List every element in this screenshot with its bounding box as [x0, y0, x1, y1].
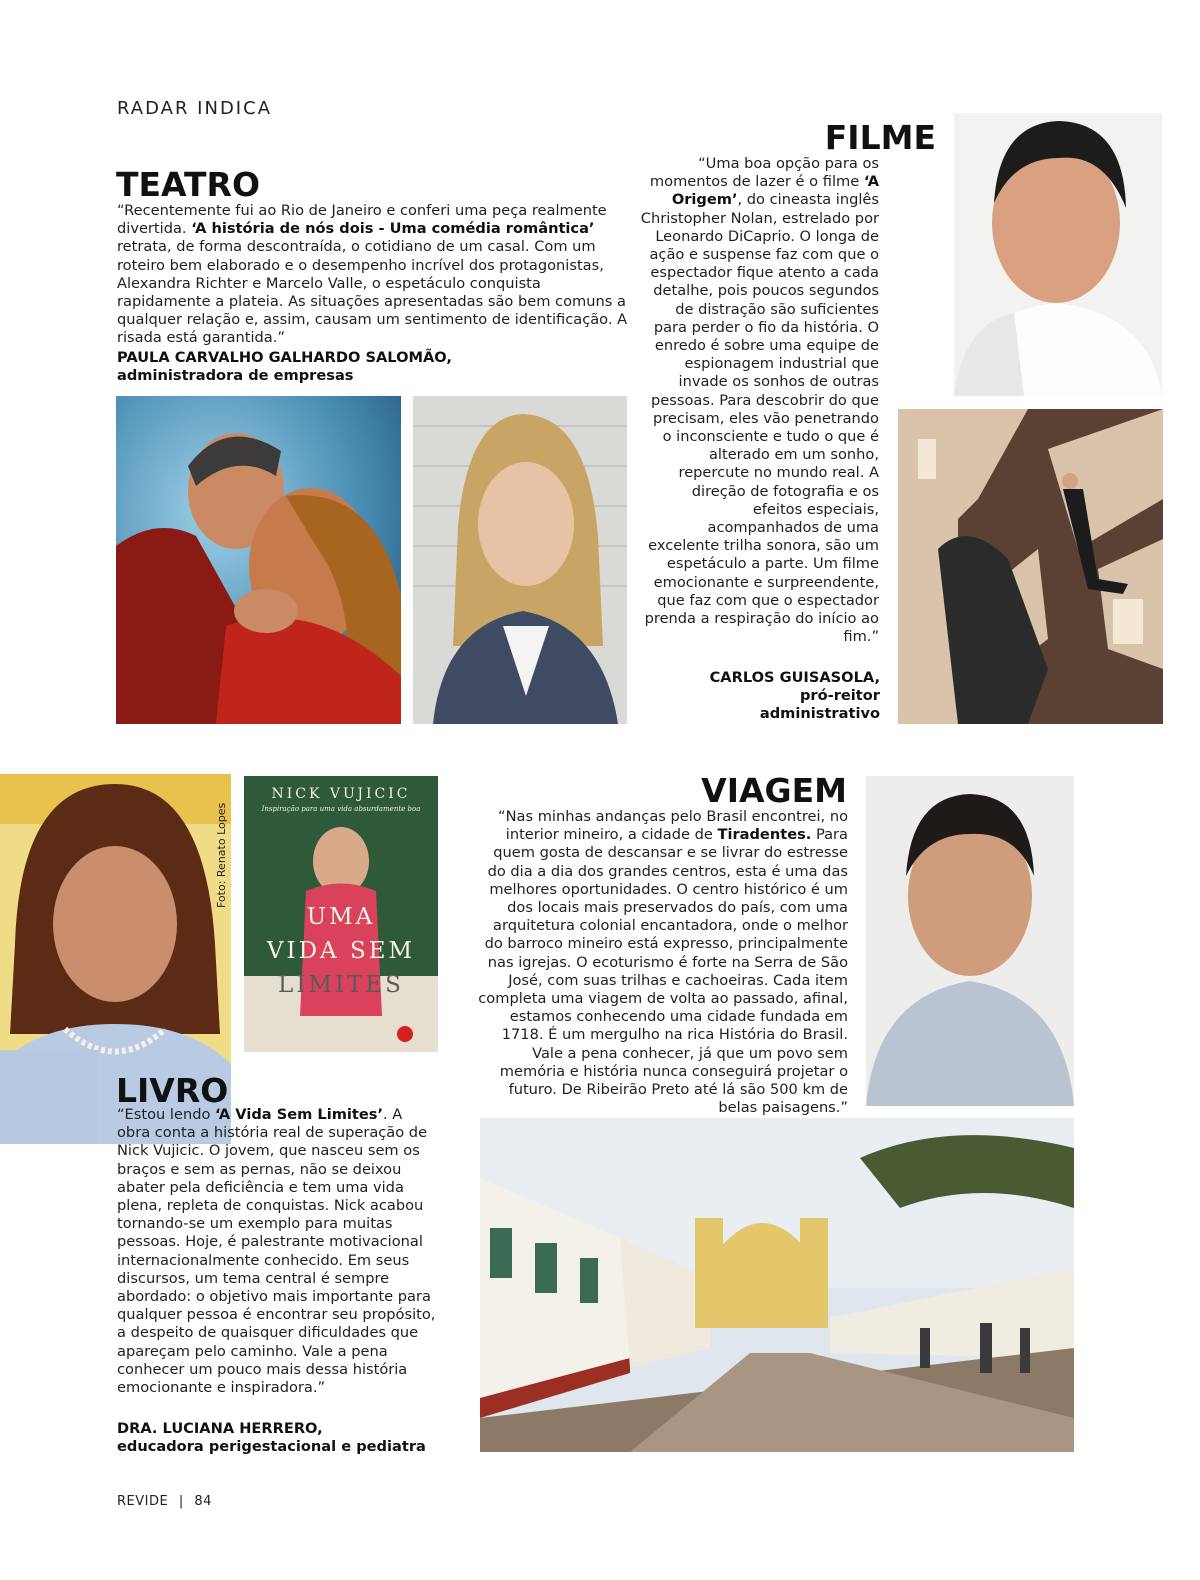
livro-signature-role: educadora perigestacional e pediatra: [117, 1438, 426, 1456]
book-title-line-3: LIMITES: [278, 972, 404, 998]
filme-text-body-flow: , do cineasta inglês Christopher Nolan, estrelado por Leonardo DiCaprio. O longa de ação e suspense faz com que o espectador fique atento a cada detalhe, pois poucos segundos de distração são suficientes para perder o fio da história. O enredo é sobre uma equipe de espionagem industrial que invade os sonhos de outras pessoas. Para descobrir do que precisam, eles vão penetrando o inconsciente e tudo o que é alterado em um sonho, repercute no mundo real. A direção de fotografia e os efeitos especiais, acompanhados de uma excelente trilha sonora, são um espetáculo a parte. Um filme emocionante e surpreendente, que faz com que o espectador prenda a respiração do início ao fim.”: [640, 191, 879, 646]
teatro-text-body: retrata, de forma descontraída, o cotidiano de um casal. Com um roteiro bem elaborado e o desempenho incrível dos protagonistas, Alexandra Richter e Marcelo Valle, o espetáculo conquista rapidamente a plateia. As situações apresentadas são bem comuns a qualquer relação e, assim, causam um sentimento de identificação. A risada está garantida.”: [117, 238, 628, 347]
book-title-line-1: UMA: [306, 904, 376, 930]
livro-text-body: . A obra conta a história real de superação de Nick Vujicic. O jovem, que nasceu sem os braços e sem as pernas, não se deixou abater pela deficiência e tem uma vida plena, repleta de conquistas. Nick acabou tornando-se um exemplo para muitas pessoas. Hoje, é palestrante motivacional internacionalmente conhecido. Em seus discursos, um tema central é sempre abordado: o objetivo mais importante para qualquer pessoa é encontrar seu propósito, a despeito de quaisquer dificuldades que apareçam pelo caminho. Vale a pena conhecer um pouco mais dessa história emocionante e inspiradora.”: [117, 1106, 436, 1397]
footer-page-number: 84: [194, 1494, 212, 1509]
book-cover-image: [244, 776, 438, 1052]
teatro-play-photo: [116, 396, 401, 724]
livro-signature: [117, 1420, 457, 1456]
livro-text-intro: “Estou lendo: [117, 1106, 216, 1123]
section-label: RADAR INDICA: [117, 98, 273, 119]
tiradentes-street-photo: [480, 1118, 1074, 1452]
teatro-signature: [117, 349, 637, 385]
teatro-text: [117, 202, 633, 348]
page-footer: [117, 1494, 212, 1509]
filme-heading: FILME: [824, 118, 936, 157]
filme-signature-name: CARLOS GUISASOLA,: [709, 669, 880, 686]
livro-signature-name: DRA. LUCIANA HERRERO,: [117, 1420, 323, 1437]
portrait-overlap-fill: [0, 1050, 98, 1144]
filme-text-flow: [640, 155, 937, 664]
paula-portrait-photo: [413, 396, 627, 724]
book-title-line-2: VIDA SEM: [266, 938, 416, 964]
viagem-text-body: Para quem gosta de descansar e se livrar do estresse do dia a dia dos grandes centros, esta é uma das melhores oportunidades. O centro histórico é um dos locais mais preservados do país, com uma arquitetura colonial encantadora, onde o melhor do barroco mineiro está expresso, principalmente nas igrejas. O ecoturismo é forte na Serra de São José, com suas trilhas e cachoeiras. Cada item completa uma viagem de volta ao passado, afinal, estamos conhecendo uma cidade fundada em 1718. É um mergulho na rica História do Brasil. Vale a pena conhecer, já que um povo sem memória e história nunca conseguirá projetar o futuro. De Ribeirão Preto até lá são 500 km de belas paisagens.”: [478, 826, 848, 1117]
a-origem-movie-still: [898, 409, 1163, 724]
viagem-heading: VIAGEM: [701, 771, 847, 810]
wagner-portrait-photo: [866, 776, 1074, 1106]
footer-separator: |: [178, 1494, 184, 1509]
viagem-text-intro: “Nas minhas andanças pelo Brasil encontrei, no interior mineiro, a cidade de: [498, 808, 848, 844]
filme-movie-title-flow: ‘A Origem’: [671, 173, 879, 209]
viagem-text: [478, 808, 848, 1117]
photo-credit: Foto: Renato Lopes: [215, 802, 228, 908]
livro-book-title: ‘A Vida Sem Limites’: [215, 1106, 384, 1123]
livro-heading: LIVRO: [116, 1071, 229, 1110]
teatro-text-intro: “Recentemente fui ao Rio de Janeiro e conferi uma peça realmente divertida.: [117, 202, 607, 238]
book-subtitle: Inspiração para uma vida absurdamente boa: [261, 805, 421, 813]
book-author: NICK VUJICIC: [271, 786, 411, 802]
teatro-signature-role: administradora de empresas: [117, 367, 354, 385]
footer-publication: REVIDE: [117, 1494, 169, 1509]
livro-text: [117, 1106, 439, 1397]
filme-signature-role-1: pró-reitor: [799, 687, 880, 705]
filme-signature: [640, 669, 880, 724]
teatro-signature-name: PAULA CARVALHO GALHARDO SALOMÃO,: [117, 349, 452, 366]
teatro-heading: TEATRO: [116, 165, 261, 204]
carlos-portrait-photo: [954, 113, 1162, 396]
teatro-play-title: ‘A história de nós dois - Uma comédia romântica’: [191, 220, 595, 238]
filme-signature-role-2: administrativo: [759, 705, 880, 723]
filme-text-intro-flow: “Uma boa opção para os momentos de lazer é o filme: [649, 155, 879, 191]
viagem-city-name: Tiradentes.: [717, 826, 812, 844]
publisher-logo-icon: [397, 1026, 413, 1042]
